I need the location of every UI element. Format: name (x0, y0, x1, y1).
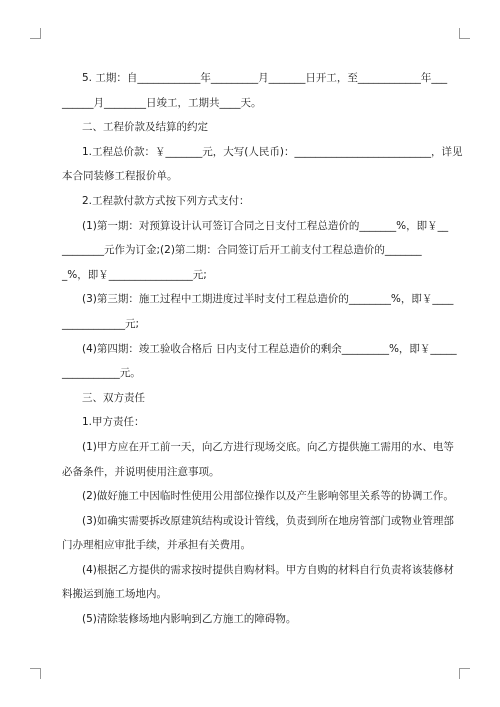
party-a-heading: 1.甲方责任： (82, 416, 145, 429)
phase-1-line-1: (1)第一期：对预算设计认可签订合同之日支付工程总造价的_______%，即￥__ (82, 219, 449, 232)
crop-mark-bottom-left (30, 668, 41, 679)
clause-5-line-1: 5. 工期：自____________年_________月_______日开工，至____________年___ (82, 72, 448, 84)
payment-method-line: 2.工程款付款方式按下列方式支付： (82, 194, 250, 207)
section-heading-3: 三、双方责任 (82, 391, 145, 404)
crop-mark-top-left (30, 28, 41, 39)
phase-3-line-2: ____________元; (62, 317, 140, 330)
document-body (62, 66, 463, 632)
total-price-line-2: 本合同装修工程报价单。 (62, 170, 178, 183)
duty-3-line-1: (3)如确实需要拆改原建筑结构或设计管线，负责到所在地房管部门或物业管理部 (82, 514, 454, 527)
clause-5-line-2: ______月________日竣工，工期共____天。 (62, 96, 262, 109)
phase-4-line-1: (4)第四期：竣工验收合格后 日内支付工程总造价的剩余_________%，即￥_____ (82, 342, 457, 355)
crop-mark-top-right (459, 28, 470, 39)
crop-mark-bottom-right (459, 668, 470, 679)
duty-2-line: (2)做好施工中因临时性使用公用部位操作以及产生影响邻里关系等的协调工作。 (82, 490, 454, 503)
phase-3-line-1: (3)第三期：施工过程中工期进度过半时支付工程总造价的________%，即￥____ (82, 293, 454, 306)
total-price-line-1: 1.工程总价款：￥_______元，大写(人民币)：__________________________，详见 (82, 145, 463, 158)
phase-4-line-2: ___________元。 (62, 367, 141, 380)
phase-1-line-2: ________元作为订金;(2)第二期：合同签订后开工前支付工程总造价的_______ (62, 244, 422, 257)
duty-1-line-2: 必备条件，并说明使用注意事项。 (62, 465, 220, 478)
duty-4-line-2: 料搬运到施工场地内。 (62, 588, 167, 601)
duty-1-line-1: (1)甲方应在开工前一天，向乙方进行现场交底。向乙方提供施工需用的水、电等 (82, 440, 454, 453)
duty-5-line: (5)清除装修场地内影响到乙方施工的障碍物。 (82, 613, 297, 626)
section-heading-2: 二、工程价款及结算的约定 (82, 121, 208, 134)
duty-3-line-2: 门办理相应审批手续，并承担有关费用。 (62, 539, 251, 552)
phase-2-line-3: _%，即￥________________元; (62, 268, 207, 281)
duty-4-line-1: (4)根据乙方提供的需求按时提供自购材料。甲方自购的材料自行负责将该装修材 (82, 563, 454, 576)
